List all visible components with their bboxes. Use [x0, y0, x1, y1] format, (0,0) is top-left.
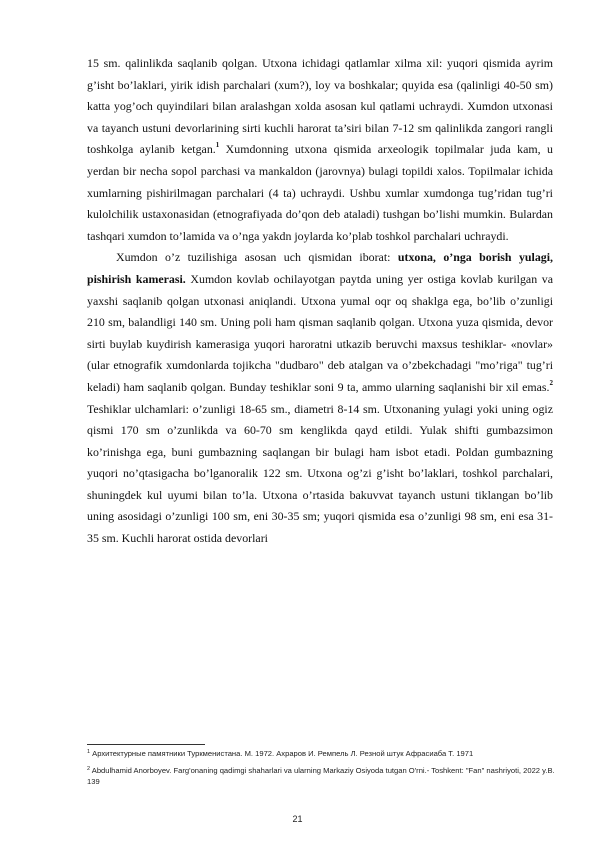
paragraph-2-text-b: Xumdon kovlab ochilayotgan paytda uning yer ostiga kovlab kurilgan va yaxshi saqlanib qolgan utxonasi aniqlandi. Utxona yumal oqr oq shaklga ega, bo’lib o’zunligi 210 sm, balandligi 140 sm. Uning poli ham qisman saqlanib qolgan. Utxona yuza qismida, devor sirti buylab kuydirish kamerasiga yuqori haroratni utkazib beruvchi maxsus teshiklar- «novlar» (ular etnografik xumdonlarda tojikcha "dudbaro" deb atalgan va o’zbekchadagi "mo’riga" tug’ri keladi) ham saqlanib qolgan. Bunday teshiklar soni 9 ta, ammo ularning saqlanishi bir xil emas. [87, 271, 553, 394]
footnotes [87, 748, 557, 793]
footnote-1 [87, 748, 557, 759]
body-text [87, 53, 553, 550]
footnote-1-number: 1 [87, 749, 91, 755]
footnote-1-text: Архитектурные памятники Туркменистана. М. 1972. Ахраров И. Ремпель Л. Резной штук Афрасиаба Т. 1971 [90, 749, 474, 758]
footnote-2 [87, 765, 557, 787]
paragraph-1-text-a: 15 sm. qalinlikda saqlanib qolgan. Utxona ichidagi qatlamlar xilma xil: yuqori qismida ayrim g’isht bo’laklari, yirik idish parchalari (xum?), loy va boshkalar; quyida esa (qalinligi 40-50 sm) katta yog’och quyindilari bilan aralashgan xolda asosan kul qatlami uchraydi. Xumdon utxonasi va tayanch ustuni devorlarining sirti kuchli harorat ta’siri bilan 7-12 sm qalinlikda zangori rangli toshkolga aylanib ketgan. [87, 56, 553, 157]
paragraph-2-text-c: Teshiklar ulchamlari: o’zunligi 18-65 sm., diametri 8-14 sm. Utxonaning yulagi yoki uning ogiz qismi 170 sm o’zunlikda va 60-70 sm kenglikda qayd etildi. Yulak shifti gumbazsimon ko’rinishga ega, buni gumbazning saqlangan bir bulagi ham isbot etadi. Poldan gumbazning yuqori no’qtasigacha bo’lganoralik 122 sm. Utxona og’zi g’isht bo’laklari, toshkol parchalari, shuningdek kul uyumi bilan to’la. Utxona o’rtasida bakuvvat tayanch ustuni tiklangan bo’lib uning asosidagi o’zunligi 100 sm, eni 30-35 sm; yuqori qismida esa o’zunligi 98 sm, eni esa 31-35 sm. Kuchli harorat ostida devorlari [87, 401, 553, 546]
footnote-2-text: Abdulhamid Anorboyev. Farg'onaning qadimgi shaharlari va ularning Markaziy Osiyoda tutgan O'rni.- Toshkent: "Fan" nashriyoti, 2022 y.B. 139 [87, 766, 555, 786]
page-number: 21 [292, 814, 303, 824]
paragraph-2 [87, 247, 553, 549]
paragraph-1-text-b: Xumdonning utxona qismida arxeologik topilmalar juda kam, u yerdan bir necha sopol parchasi va mankaldon (jarovnya) bulagi topildi xalos. Topilmalar ichida xumlarning pishirilmagan parchalari (4 ta) uchraydi. Ushbu xumlar xumdonga tug’ridan tug’ri kulolchilik ustaxonasidan (etnografiyada do’qon deb ataladi) tushgan bo’lishi mumkin. Bulardan tashqari xumdon to’lamida va o’nga yakdn joylarda ko’plab toshkol parchalari uchraydi. [87, 142, 553, 243]
paragraph-2-text-a: Xumdon o’z tuzilishiga asosan uch qismidan iborat: [116, 250, 398, 265]
footnote-ref-1[interactable]: 1 [215, 141, 220, 150]
footnote-ref-2[interactable]: 2 [549, 378, 553, 387]
paragraph-2-bold-text: utxona, o’nga borish yulagi, pishirish kamerasi. [87, 250, 554, 286]
footnote-2-number: 2 [87, 766, 91, 772]
footnote-divider [87, 744, 205, 745]
paragraph-1 [87, 53, 553, 247]
